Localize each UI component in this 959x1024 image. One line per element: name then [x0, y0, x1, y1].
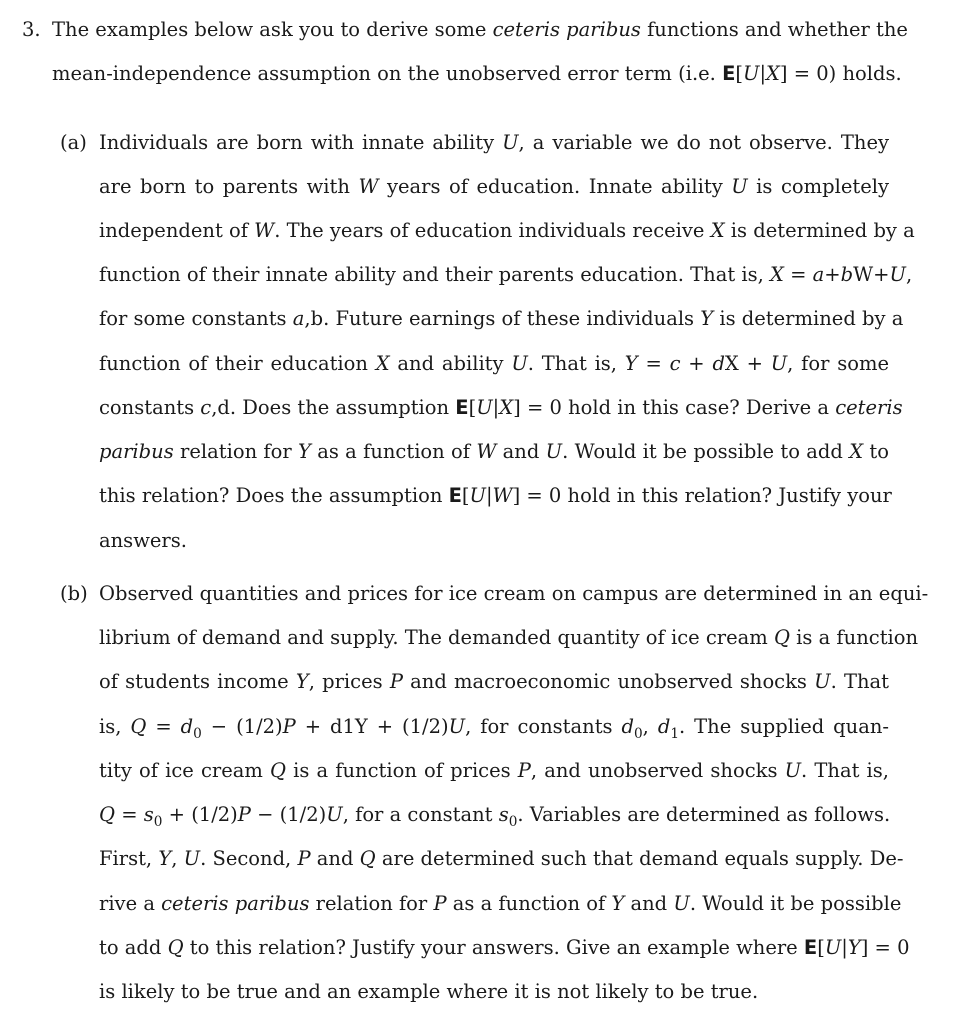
- part-a-text-5: for some constants a,b. Future earnings of these individuals Y is determined by a: [99, 307, 904, 330]
- intro-line-2: mean-independence assumption on the unobserved error term (i.e. E[U|X] = 0) holds.: [52, 62, 902, 85]
- part-b-label: (b): [60, 582, 88, 605]
- part-a-line-8: [0, 437, 959, 467]
- part-a-text-8: paribus relation for Y as a function of W and U. Would it be possible to add X to: [99, 440, 889, 463]
- part-b-text-5: tity of ice cream Q is a function of prices P, and unobserved shocks U. That is,: [99, 759, 889, 782]
- part-b-line-7: [0, 844, 959, 874]
- part-a-line-6: [0, 349, 959, 379]
- part-b-text-10: is likely to be true and an example where it is not likely to be true.: [99, 980, 759, 1003]
- part-a-text-10: answers.: [99, 529, 187, 552]
- part-a-line-10: [0, 526, 959, 556]
- part-a-line-4: [0, 260, 959, 290]
- part-b-line-3: [0, 667, 959, 697]
- part-a-text-6: function of their education X and ability U. That is, Y = c + dX + U, for some: [99, 352, 889, 375]
- part-a-line-9: [0, 481, 959, 511]
- part-b-line-6: [0, 800, 959, 830]
- part-b-text-2: librium of demand and supply. The demanded quantity of ice cream Q is a function: [99, 626, 919, 649]
- part-b-line-10: [0, 977, 959, 1007]
- part-b-text-6: $Q = s_0 + (1/2)P - (1/2)U$, for a constant $s_0$. Variables are determined as follows.: [99, 803, 891, 830]
- part-a-text-1: Individuals are born with innate ability U, a variable we do not observe. They: [99, 131, 889, 154]
- part-b-line-1: [0, 579, 959, 609]
- question-line-1: [0, 15, 959, 45]
- part-a-line-2: [0, 172, 959, 202]
- part-b-text-8: rive a ceteris paribus relation for P as a function of Y and U. Would it be possible: [99, 892, 902, 915]
- part-a-text-2: are born to parents with W years of education. Innate ability U is completely: [99, 175, 889, 198]
- part-b-line-5: [0, 756, 959, 786]
- question-number: 3.: [22, 18, 41, 41]
- part-b-line-9: [0, 933, 959, 963]
- part-b-line-2: [0, 623, 959, 653]
- part-b-text-3: of students income Y, prices P and macroeconomic unobserved shocks U. That: [99, 670, 889, 693]
- part-a-text-3: independent of W. The years of education individuals receive X is determined by a: [99, 219, 915, 242]
- part-a-label: (a): [60, 131, 87, 154]
- question-line-2: [0, 59, 959, 89]
- part-a-line-3: [0, 216, 959, 246]
- part-b-text-7: First, Y, U. Second, P and Q are determined such that demand equals supply. De-: [99, 847, 904, 870]
- part-b-text-4: is, $Q = d_0 - (1/2)P + d1Y + (1/2)U$, for constants $d_0$, $d_1$. The supplied quan-: [99, 715, 889, 742]
- part-a-text-7: constants c,d. Does the assumption E[U|X] = 0 hold in this case? Derive a ceteris: [99, 396, 903, 419]
- part-a-text-4: function of their innate ability and their parents education. That is, X = a+bW+U,: [99, 263, 913, 286]
- part-a-line-7: [0, 393, 959, 423]
- part-b-text-9: to add Q to this relation? Justify your answers. Give an example where E[U|Y] = 0: [99, 936, 910, 959]
- part-b-line-4: [0, 712, 959, 742]
- part-b-line-8: [0, 889, 959, 919]
- intro-line-1: The examples below ask you to derive some ceteris paribus functions and whether the: [52, 18, 908, 41]
- part-a-text-9: this relation? Does the assumption E[U|W] = 0 hold in this relation? Justify your: [99, 484, 892, 507]
- part-a-line-5: [0, 304, 959, 334]
- part-b-text-1: Observed quantities and prices for ice cream on campus are determined in an equi-: [99, 582, 929, 605]
- part-a-line-1: [0, 128, 959, 158]
